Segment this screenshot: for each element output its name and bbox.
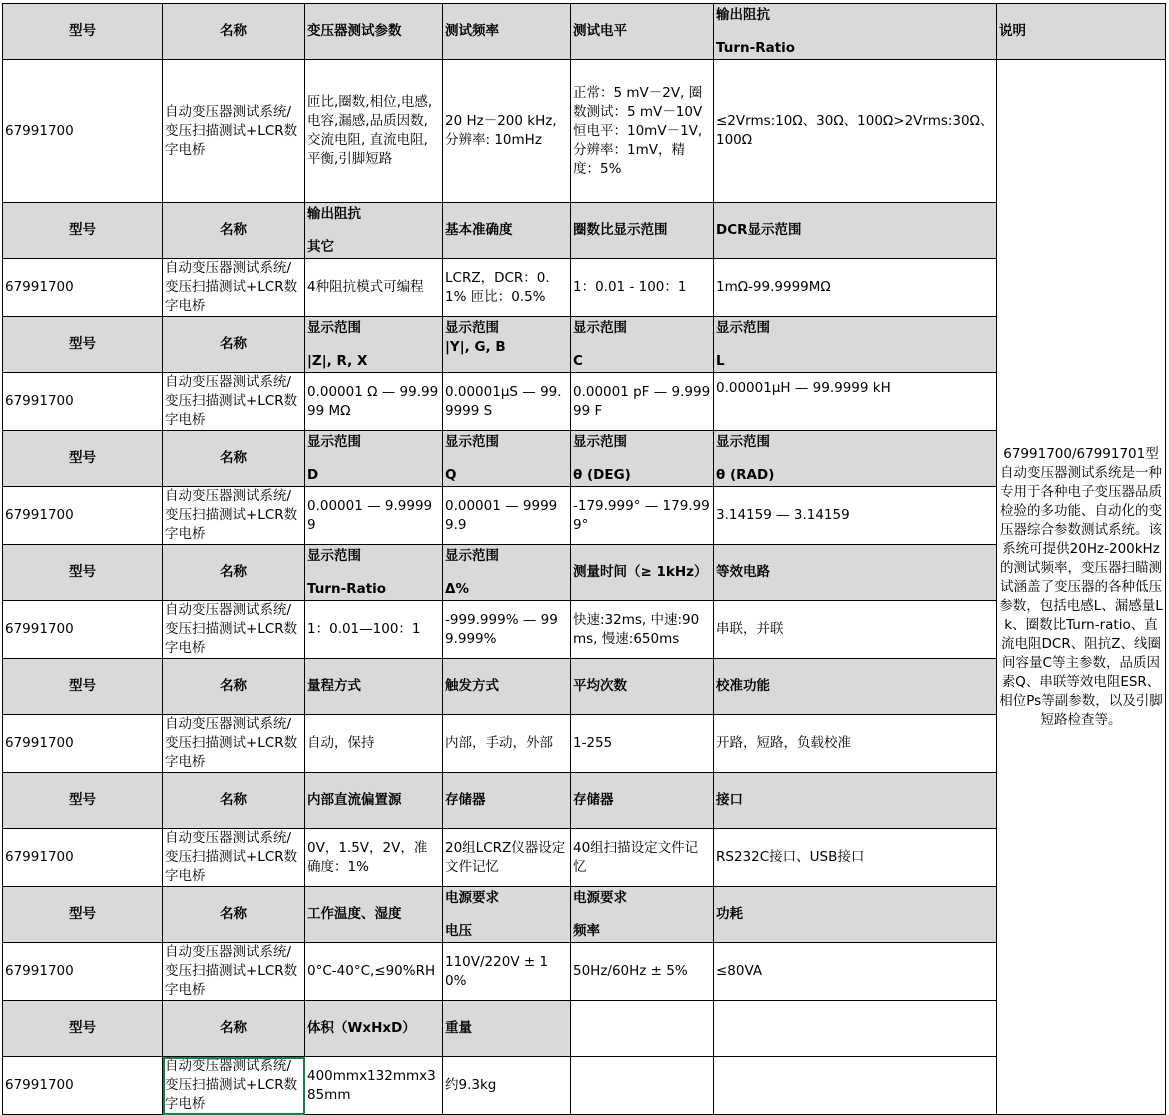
header-cell: 重量 — [443, 1001, 571, 1057]
header-line: 其它 — [307, 238, 334, 255]
model-cell: 67991700 — [3, 487, 163, 545]
name-cell: 自动变压器测试系统/ 变压扫描测试+LCR数字电桥 — [163, 943, 305, 1001]
name-cell-selected[interactable]: 自动变压器测试系统/ 变压扫描测试+LCR数字电桥 — [163, 1057, 305, 1115]
header-cell — [571, 887, 714, 943]
header-cell: 基本准确度 — [443, 203, 571, 259]
header-model: 型号 — [3, 203, 163, 259]
name-cell: 自动变压器测试系统/ 变压扫描测试+LCR数字电桥 — [163, 259, 305, 317]
header-line: Turn-Ratio — [716, 39, 796, 56]
header-split — [307, 547, 440, 599]
header-line: θ (RAD) — [716, 466, 775, 483]
empty-cell — [714, 1057, 997, 1115]
value-cell: 1：0.01 - 100：1 — [571, 259, 714, 317]
header-cell — [443, 545, 571, 601]
header-cell: 体积（WxHxD） — [305, 1001, 443, 1057]
header-name: 名称 — [163, 659, 305, 715]
header-split — [445, 547, 568, 599]
header-cell: 平均次数 — [571, 659, 714, 715]
header-cell — [443, 431, 571, 487]
value-cell: 正常：5 mV－2V, 圈数测试：5 mV－10V恒电平：10mV－1V,分辨率：1mV，精度：5% — [571, 60, 714, 203]
value-cell: 1mΩ-99.9999MΩ — [714, 259, 997, 317]
header-cell: DCR显示范围 — [714, 203, 997, 259]
spec-table — [2, 3, 1166, 1115]
name-cell: 自动变压器测试系统/ 变压扫描测试+LCR数字电桥 — [163, 487, 305, 545]
header-model: 型号 — [3, 431, 163, 487]
header-row — [3, 203, 1166, 259]
value-cell: RS232C接口、USB接口 — [714, 829, 997, 887]
header-cell: 触发方式 — [443, 659, 571, 715]
header-line: 电源要求 — [445, 889, 499, 906]
header-name: 名称 — [163, 431, 305, 487]
model-cell: 67991700 — [3, 715, 163, 773]
model-cell: 67991700 — [3, 601, 163, 659]
header-split — [716, 433, 994, 485]
value-row — [3, 715, 1166, 773]
header-line: Turn-Ratio — [307, 580, 387, 597]
header-cell — [305, 431, 443, 487]
header-cell: 功耗 — [714, 887, 997, 943]
value-cell: 内部，手动，外部 — [443, 715, 571, 773]
value-cell: -999.999% — 999.999% — [443, 601, 571, 659]
header-line: 电压 — [445, 922, 472, 939]
value-cell: 20 Hz－200 kHz,分辨率: 10mHz — [443, 60, 571, 203]
header-line: Δ% — [445, 580, 469, 597]
name-cell: 自动变压器测试系统/ 变压扫描测试+LCR数字电桥 — [163, 829, 305, 887]
value-cell: 开路，短路，负载校准 — [714, 715, 997, 773]
header-split — [573, 433, 711, 485]
description-cell: 67991700/67991701型自动变压器测试系统是一种专用于各种电子变压器品质检验的多功能、自动化的变压器综合参数测试系统。该系统可提供20Hz-200kHz的测试频率，变压器扫瞄测试涵盖了变压器的各种低压参数，包括电感L、漏感量Lk、圈数比Turn-ratio、直流电阻DCR、阻抗Z、线圈间容量C等主参数，品质因素Q、串联等效电阻ESR、相位Ps等副参数，以及引脚短路检查等。 — [997, 60, 1166, 1115]
header-split — [716, 6, 994, 58]
value-cell: 0V，1.5V，2V，准确度：1% — [305, 829, 443, 887]
value-row — [3, 829, 1166, 887]
header-cell — [305, 317, 443, 373]
header-cell: 校准功能 — [714, 659, 997, 715]
header-line: 显示范围 — [307, 433, 361, 450]
header-model: 型号 — [3, 773, 163, 829]
header-model: 型号 — [3, 545, 163, 601]
value-row — [3, 601, 1166, 659]
header-cell: 工作温度、湿度 — [305, 887, 443, 943]
header-line: 显示范围 — [307, 319, 361, 336]
header-row — [3, 4, 1166, 60]
header-cell — [571, 431, 714, 487]
header-split — [307, 433, 440, 485]
header-cell — [714, 317, 997, 373]
header-name: 名称 — [163, 1001, 305, 1057]
header-model: 型号 — [3, 1001, 163, 1057]
header-split — [716, 319, 994, 371]
header-row — [3, 317, 1166, 373]
header-row — [3, 1001, 1166, 1057]
model-cell: 67991700 — [3, 829, 163, 887]
header-split — [307, 205, 440, 257]
header-line: |Y|, G, B — [445, 338, 506, 355]
header-cell — [305, 203, 443, 259]
header-explain: 说明 — [997, 4, 1166, 60]
header-name: 名称 — [163, 887, 305, 943]
header-cell: 圈数比显示范围 — [571, 203, 714, 259]
header-split — [445, 319, 568, 371]
header-name: 名称 — [163, 773, 305, 829]
value-cell: -179.999° — 179.999° — [571, 487, 714, 545]
value-cell: ≤80VA — [714, 943, 997, 1001]
value-cell: 0.00001 — 9.99999 — [305, 487, 443, 545]
header-cell — [305, 545, 443, 601]
header-model: 型号 — [3, 4, 163, 60]
value-cell: ≤2Vrms:10Ω、30Ω、100Ω>2Vrms:30Ω、100Ω — [714, 60, 997, 203]
header-line: θ (DEG) — [573, 466, 631, 483]
header-split — [445, 889, 568, 941]
value-cell: 0°C-40°C,≤90%RH — [305, 943, 443, 1001]
name-cell: 自动变压器测试系统/ 变压扫描测试+LCR数字电桥 — [163, 601, 305, 659]
header-row — [3, 431, 1166, 487]
value-row — [3, 60, 1166, 203]
header-line: C — [573, 352, 583, 369]
value-cell: 50Hz/60Hz ± 5% — [571, 943, 714, 1001]
header-row — [3, 545, 1166, 601]
value-cell: 1：0.01—100：1 — [305, 601, 443, 659]
header-name: 名称 — [163, 317, 305, 373]
value-cell: 0.00001μH — 99.9999 kH — [714, 373, 997, 431]
header-split — [573, 319, 711, 371]
header-line: 输出阻抗 — [307, 205, 361, 222]
header-model: 型号 — [3, 317, 163, 373]
header-row — [3, 887, 1166, 943]
header-split — [573, 889, 711, 941]
header-row — [3, 773, 1166, 829]
header-line: |Z|, R, X — [307, 352, 368, 369]
model-cell: 67991700 — [3, 259, 163, 317]
value-cell: 自动，保持 — [305, 715, 443, 773]
value-row — [3, 943, 1166, 1001]
value-row — [3, 373, 1166, 431]
header-line: 频率 — [573, 922, 600, 939]
value-cell: 1-255 — [571, 715, 714, 773]
value-cell: 0.00001 — 99999.9 — [443, 487, 571, 545]
header-cell: 存储器 — [443, 773, 571, 829]
header-split — [307, 319, 440, 371]
header-cell: 量程方式 — [305, 659, 443, 715]
header-model: 型号 — [3, 659, 163, 715]
header-line: 显示范围 — [573, 433, 627, 450]
value-cell: LCRZ，DCR：0.1% 匝比：0.5% — [443, 259, 571, 317]
model-cell: 67991700 — [3, 60, 163, 203]
value-cell: 约9.3kg — [443, 1057, 571, 1115]
empty-cell — [571, 1001, 714, 1057]
header-line: 电源要求 — [573, 889, 627, 906]
model-cell: 67991700 — [3, 373, 163, 431]
header-cell: 测量时间（≥ 1kHz） — [571, 545, 714, 601]
name-cell: 自动变压器测试系统/ 变压扫描测试+LCR数字电桥 — [163, 373, 305, 431]
header-cell: 存储器 — [571, 773, 714, 829]
header-cell — [571, 317, 714, 373]
header-model: 型号 — [3, 887, 163, 943]
value-cell: 串联，并联 — [714, 601, 997, 659]
header-line: 显示范围 — [445, 433, 499, 450]
header-cell: 接口 — [714, 773, 997, 829]
value-cell: 20组LCRZ仪器设定文件记忆 — [443, 829, 571, 887]
value-cell: 40组扫描设定文件记忆 — [571, 829, 714, 887]
value-cell: 110V/220V ± 10% — [443, 943, 571, 1001]
value-cell: 0.00001 Ω — 99.9999 MΩ — [305, 373, 443, 431]
name-cell: 自动变压器测试系统/ 变压扫描测试+LCR数字电桥 — [163, 715, 305, 773]
header-cell — [443, 887, 571, 943]
header-line: 显示范围 — [445, 319, 499, 336]
header-name: 名称 — [163, 203, 305, 259]
header-split — [445, 433, 568, 485]
header-line: 显示范围 — [716, 433, 770, 450]
value-cell: 400mmx132mmx385mm — [305, 1057, 443, 1115]
value-row — [3, 1057, 1166, 1115]
header-line: 显示范围 — [307, 547, 361, 564]
header-cell: 测试电平 — [571, 4, 714, 60]
value-cell: 匝比,圈数,相位,电感,电容,漏感,品质因数, 交流电阻, 直流电阻, 平衡,引脚短路 — [305, 60, 443, 203]
header-cell: 内部直流偏置源 — [305, 773, 443, 829]
value-row — [3, 487, 1166, 545]
header-row — [3, 659, 1166, 715]
value-cell: 4种阻抗模式可编程 — [305, 259, 443, 317]
value-row — [3, 259, 1166, 317]
header-line: 输出阻抗 — [716, 6, 770, 23]
header-line: Q — [445, 466, 457, 483]
empty-cell — [714, 1001, 997, 1057]
model-cell: 67991700 — [3, 943, 163, 1001]
header-cell — [714, 4, 997, 60]
header-line: 显示范围 — [573, 319, 627, 336]
header-cell — [443, 317, 571, 373]
value-cell: 3.14159 — 3.14159 — [714, 487, 997, 545]
header-line: D — [307, 466, 319, 483]
header-cell — [714, 431, 997, 487]
model-cell: 67991700 — [3, 1057, 163, 1115]
empty-cell — [571, 1057, 714, 1115]
value-cell: 0.00001 pF — 9.99999 F — [571, 373, 714, 431]
header-cell: 变压器测试参数 — [305, 4, 443, 60]
header-line: 显示范围 — [716, 319, 770, 336]
header-name: 名称 — [163, 545, 305, 601]
value-cell: 0.00001μS — 99.9999 S — [443, 373, 571, 431]
header-cell: 等效电路 — [714, 545, 997, 601]
header-name: 名称 — [163, 4, 305, 60]
name-cell: 自动变压器测试系统/ 变压扫描测试+LCR数字电桥 — [163, 60, 305, 203]
header-cell: 测试频率 — [443, 4, 571, 60]
value-cell: 快速:32ms, 中速:90ms, 慢速:650ms — [571, 601, 714, 659]
header-line: L — [716, 352, 725, 369]
header-line: 显示范围 — [445, 547, 499, 564]
